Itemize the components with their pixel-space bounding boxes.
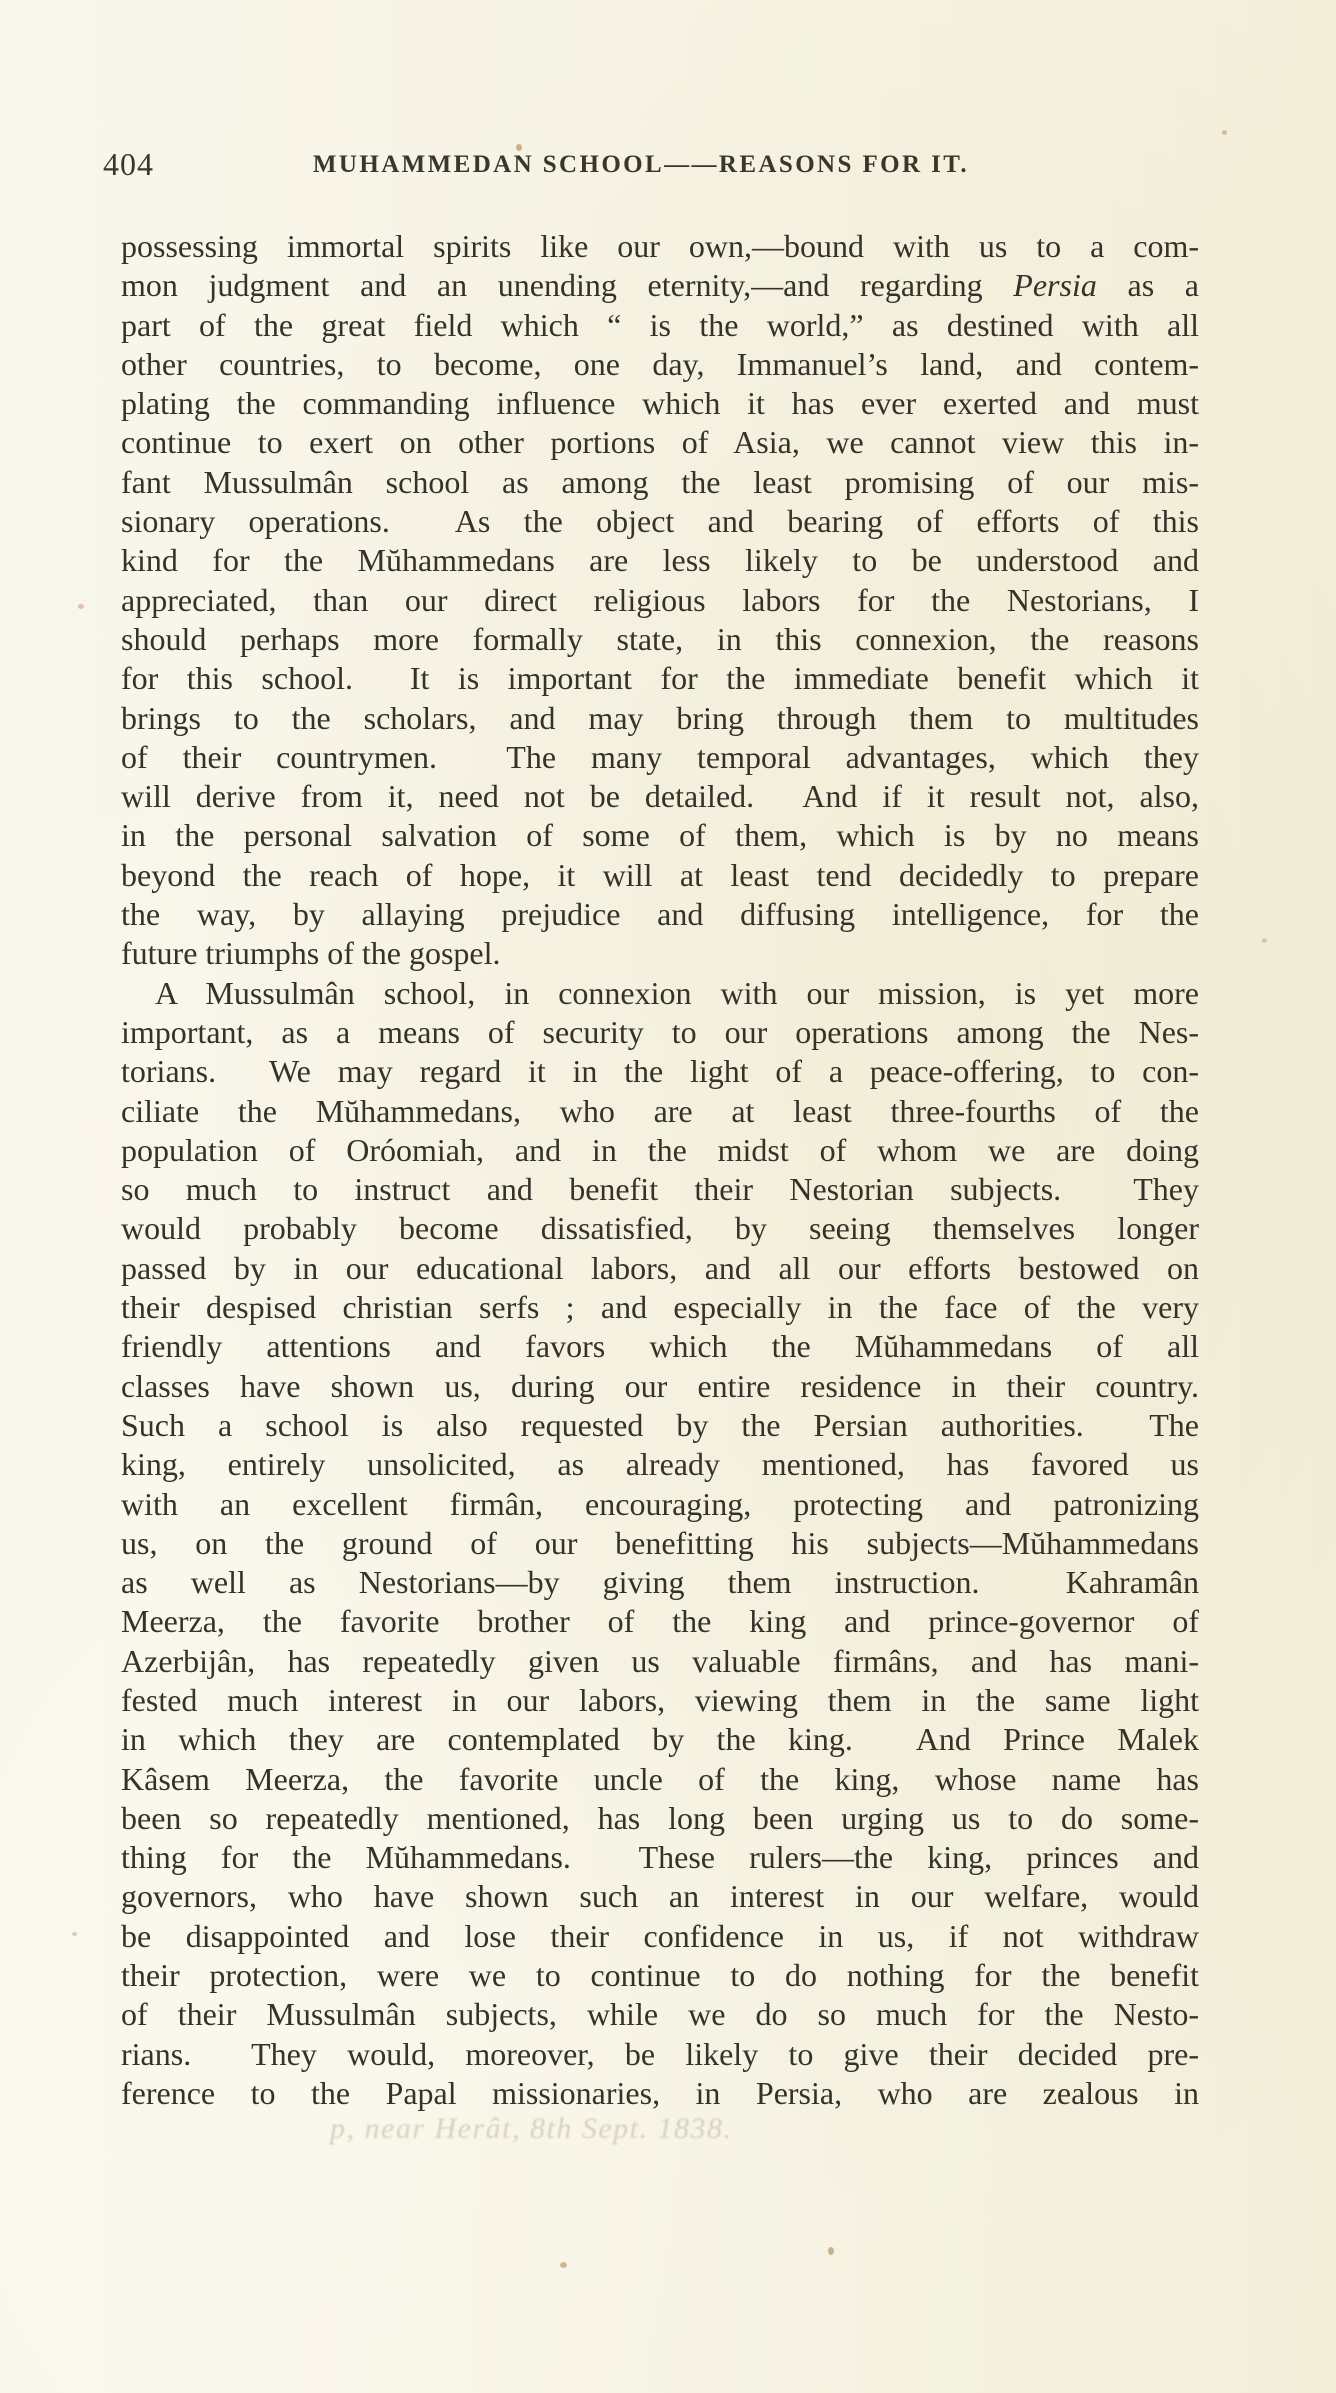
text-line: possessing immortal spirits like our own,—bound with us to a com-: [121, 228, 1199, 264]
text-line: in which they are contemplated by the king. And Prince Malek: [121, 1721, 1199, 1758]
text-line: important, as a means of security to our operations among the Nes-: [121, 1013, 1199, 1050]
text-line: ciliate the Mŭhammedans, who are at least three-fourths of the: [121, 1092, 1199, 1129]
text-line: the way, by allaying prejudice and diffusing intelligence, for the: [121, 896, 1199, 933]
text-line: for this school. It is important for the immediate benefit which it: [121, 660, 1199, 697]
text-line: sionary operations. As the object and bearing of efforts of this: [121, 503, 1199, 540]
text-line: Meerza, the favorite brother of the king and prince-governor of: [121, 1603, 1199, 1640]
text-line: as well as Nestorians—by giving them instruction. Kahramân: [121, 1564, 1199, 1601]
foxing-speck: [516, 144, 522, 151]
text-line: population of Oróomiah, and in the midst of whom we are doing: [121, 1131, 1199, 1168]
text-line: us, on the ground of our benefitting his subjects—Mŭhammedans: [121, 1524, 1199, 1561]
text-line: with an excellent firmân, encouraging, protecting and patronizing: [121, 1485, 1199, 1522]
text-line: kind for the Mŭhammedans are less likely to be understood and: [121, 542, 1199, 579]
text-line: fant Mussulmân school as among the least promising of our mis-: [121, 463, 1199, 500]
page-number: 404: [103, 146, 154, 182]
text-line: continue to exert on other portions of Asia, we cannot view this in-: [121, 424, 1199, 461]
text-line: plating the commanding influence which it has ever exerted and must: [121, 385, 1199, 422]
ghost-text: p, near Herât, 8th Sept. 1838.: [330, 2112, 733, 2145]
foxing-speck: [560, 2262, 567, 2268]
text-line: governors, who have shown such an interest in our welfare, would: [121, 1878, 1199, 1915]
foxing-speck: [828, 2247, 834, 2255]
foxing-speck: [1262, 938, 1267, 943]
text-line: in the personal salvation of some of them, which is by no means: [121, 817, 1199, 854]
text-line: brings to the scholars, and may bring through them to multitudes: [121, 699, 1199, 736]
text-line: friendly attentions and favors which the Mŭhammedans of all: [121, 1328, 1199, 1365]
text-line: Such a school is also requested by the Persian authorities. The: [121, 1406, 1199, 1443]
foxing-speck: [78, 604, 84, 609]
text-line: part of the great field which “ is the world,” as destined with all: [121, 306, 1199, 343]
foxing-speck: [72, 1932, 77, 1936]
text-line: been so repeatedly mentioned, has long been urging us to do some-: [121, 1799, 1199, 1836]
text-line: ference to the Papal missionaries, in Persia, who are zealous in: [121, 2074, 1199, 2111]
text-line: rians. They would, moreover, be likely to give their decided pre-: [121, 2035, 1199, 2072]
text-line: mon judgment and an unending eternity,—and regarding Persia as a: [121, 267, 1199, 304]
running-head: MUHAMMEDAN SCHOOL——REASONS FOR IT.: [312, 151, 970, 178]
text-line: A Mussulmân school, in connexion with our mission, is yet more: [155, 974, 1199, 1011]
text-line: of their countrymen. The many temporal advantages, which they: [121, 738, 1199, 775]
text-line: other countries, to become, one day, Immanuel’s land, and contem-: [121, 345, 1199, 382]
text-line: beyond the reach of hope, it will at least tend decidedly to prepare: [121, 856, 1199, 893]
foxing-speck: [1222, 130, 1227, 135]
text-line: classes have shown us, during our entire residence in their country.: [121, 1367, 1199, 1404]
text-line: thing for the Mŭhammedans. These rulers—the king, princes and: [121, 1839, 1199, 1876]
text-line: torians. We may regard it in the light of a peace-offering, to con-: [121, 1053, 1199, 1090]
text-line: their despised christian serfs ; and especially in the face of the very: [121, 1289, 1199, 1326]
text-line: king, entirely unsolicited, as already mentioned, has favored us: [121, 1446, 1199, 1483]
text-line: Azerbijân, has repeatedly given us valuable firmâns, and has mani-: [121, 1642, 1199, 1679]
text-line: so much to instruct and benefit their Nestorian subjects. They: [121, 1171, 1199, 1208]
text-line: their protection, were we to continue to do nothing for the benefit: [121, 1957, 1199, 1994]
text-line: appreciated, than our direct religious labors for the Nestorians, I: [121, 581, 1199, 618]
body-text: [121, 227, 1199, 2113]
text-line: fested much interest in our labors, viewing them in the same light: [121, 1681, 1199, 1718]
text-line: Kâsem Meerza, the favorite uncle of the king, whose name has: [121, 1760, 1199, 1797]
text-line: of their Mussulmân subjects, while we do so much for the Nesto-: [121, 1996, 1199, 2033]
text-line: be disappointed and lose their confidence in us, if not withdraw: [121, 1917, 1199, 1954]
text-line: should perhaps more formally state, in this connexion, the reasons: [121, 620, 1199, 657]
text-line: would probably become dissatisfied, by seeing themselves longer: [121, 1210, 1199, 1247]
text-line: will derive from it, need not be detailed. And if it result not, also,: [121, 778, 1199, 815]
text-line: passed by in our educational labors, and all our efforts bestowed on: [121, 1249, 1199, 1286]
text-line: future triumphs of the gospel.: [121, 935, 501, 972]
